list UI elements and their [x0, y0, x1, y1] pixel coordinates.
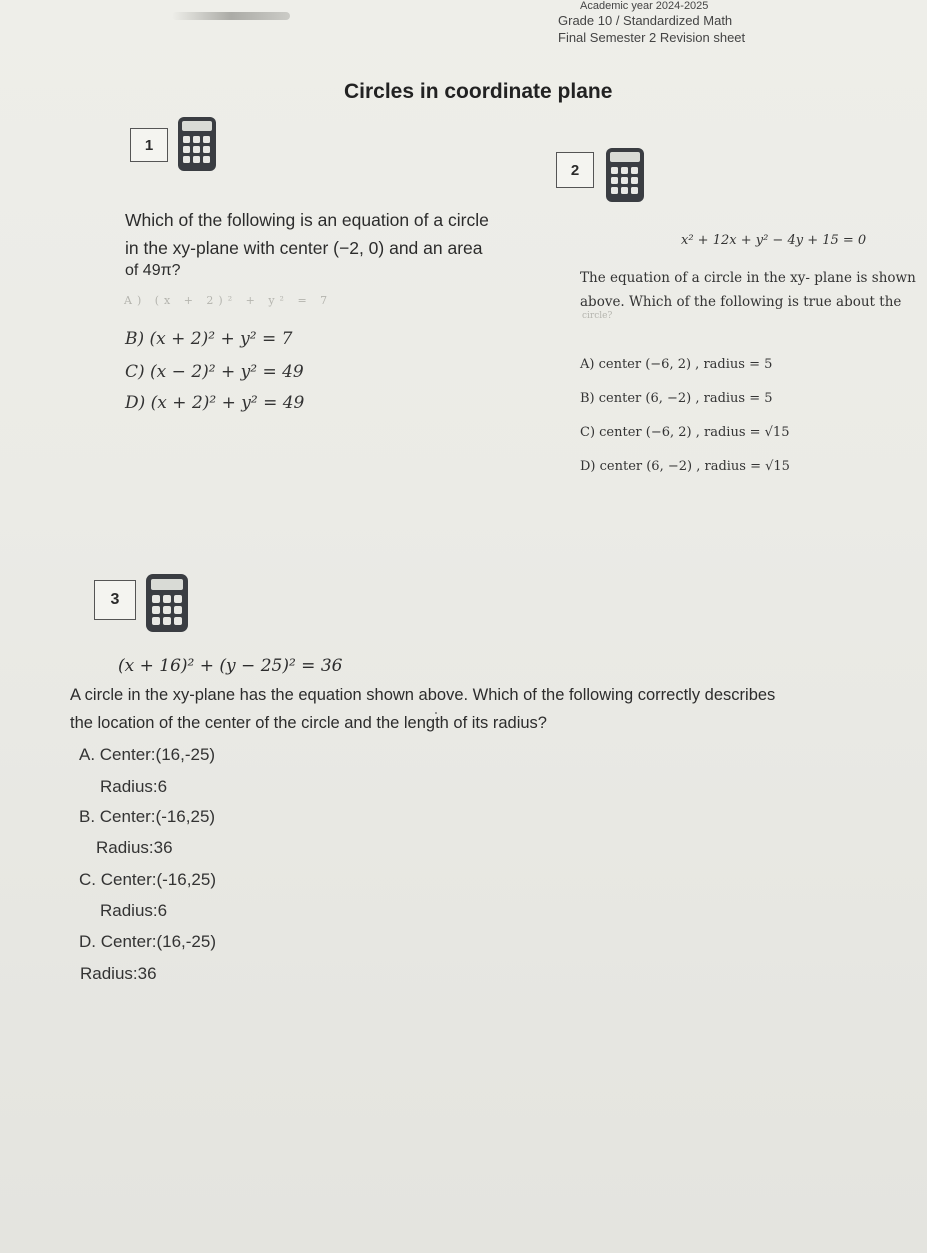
q3-option-c-center: C. Center:(-16,25) [79, 870, 216, 889]
q2-option-d: D) center (6, −2) , radius = √15 [580, 459, 790, 474]
grade-label: Grade 10 / Standardized Math [558, 13, 733, 28]
q3-text-line1: A circle in the xy-plane has the equation shown above. Which of the following correctly describes [70, 686, 776, 704]
q1-text-line1: Which of the following is an equation of a circle [125, 210, 489, 230]
q1-option-c: C) (x − 2)² + y² = 49 [125, 362, 304, 382]
header-smudge [172, 12, 290, 20]
q2-option-c: C) center (−6, 2) , radius = √15 [580, 425, 790, 440]
q3-option-d-center: D. Center:(16,-25) [79, 932, 216, 951]
question-number-2: 2 [556, 152, 594, 188]
q1-text-line3: of 49π? [125, 262, 181, 279]
q2-option-a: A) center (−6, 2) , radius = 5 [580, 357, 773, 372]
q3-text-line2: the location of the center of the circle and the length of its radius? [70, 714, 547, 732]
q3-option-a-center: A. Center:(16,-25) [79, 745, 216, 764]
q1-option-b: B) (x + 2)² + y² = 7 [125, 329, 293, 349]
question-number-3: 3 [94, 580, 136, 620]
q2-text-line2: above. Which of the following is true about the [580, 294, 902, 310]
q3-option-c-radius: Radius:6 [100, 901, 168, 920]
q2-equation: x² + 12x + y² − 4y + 15 = 0 [681, 233, 867, 248]
q2-option-b: B) center (6, −2) , radius = 5 [580, 391, 773, 406]
page-title: Circles in coordinate plane [344, 80, 613, 103]
question-number-1: 1 [130, 128, 168, 162]
paper-speck [435, 712, 437, 714]
q2-text-line1: The equation of a circle in the xy- plane is shown [580, 270, 916, 286]
q3-option-b-center: B. Center:(-16,25) [79, 807, 216, 826]
q1-text-line2: in the xy-plane with center (−2, 0) and an area [125, 238, 483, 258]
q2-text-line3-faded: circle? [582, 311, 613, 321]
q3-option-b-radius: Radius:36 [96, 838, 173, 857]
school-year: Academic year 2024-2025 [580, 0, 709, 12]
q1-option-d: D) (x + 2)² + y² = 49 [125, 393, 305, 413]
q3-option-a-radius: Radius:6 [100, 777, 168, 796]
sheet-label: Final Semester 2 Revision sheet [558, 30, 746, 45]
q1-option-a-faded: A) (x + 2)² + y² = 7 [124, 294, 333, 307]
calculator-icon [604, 146, 646, 204]
calculator-icon [144, 572, 190, 634]
calculator-icon [176, 115, 218, 173]
q3-option-d-radius: Radius:36 [80, 964, 157, 983]
q3-equation: (x + 16)² + (y − 25)² = 36 [118, 656, 343, 676]
